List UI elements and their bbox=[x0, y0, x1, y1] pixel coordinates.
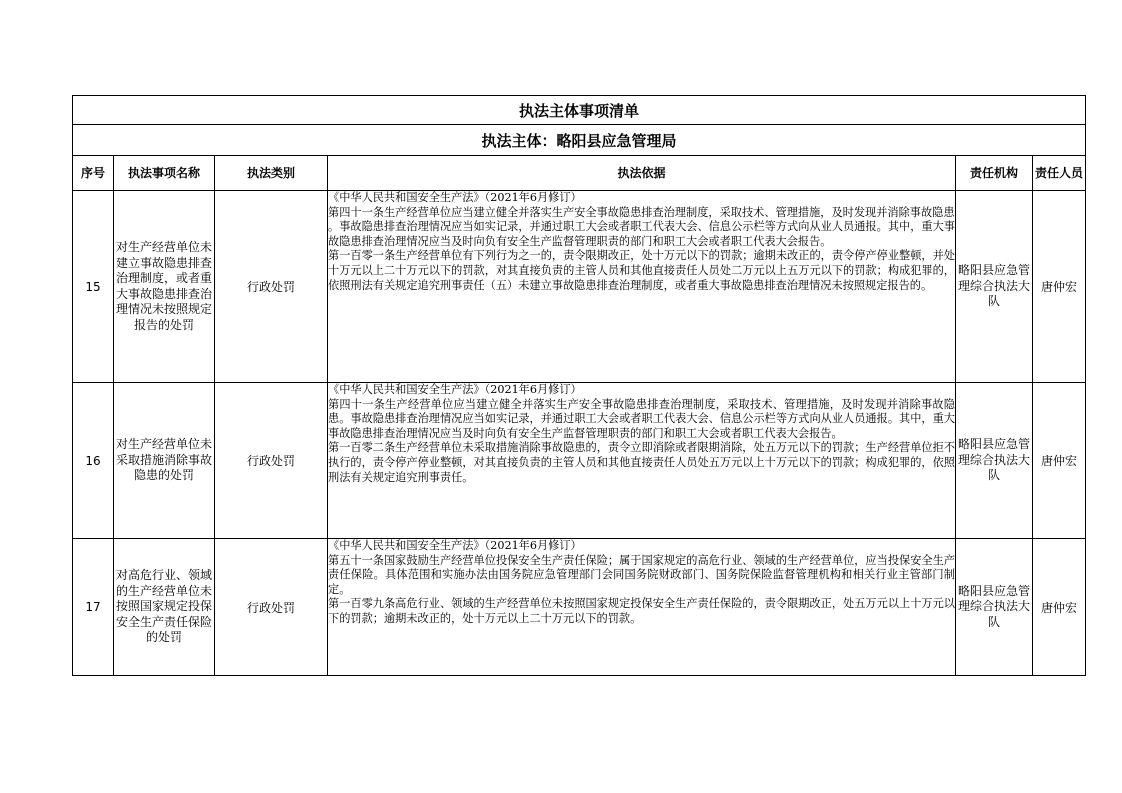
item-list-table bbox=[72, 95, 1086, 676]
basis-paragraph: 第一百零九条高危行业、领域的生产经营单位未按照国家规定投保安全生产责任保险的，责令限期改正，处五万元以上十万元以下的罚款；逾期未改正的，处十万元以上二十万元以下的罚款。 bbox=[328, 597, 955, 625]
basis-law-title: 《中华人民共和国安全生产法》（2021年6月修订） bbox=[328, 191, 582, 204]
header-type: 执法类别 bbox=[215, 156, 328, 191]
title-row bbox=[73, 96, 1086, 125]
item-type: 行政处罚 bbox=[215, 383, 328, 539]
basis-paragraph: 第一百零一条生产经营单位有下列行为之一的，责令限期改正，处十万元以下的罚款；逾期未改正的，责令停产停业整顿，并处十万元以上二十万元以下的罚款，对其直接负责的主管人员和其他直接责任人员处二万元以上五万元以下的罚款；构成犯罪的，依照刑法有关规定追究刑事责任（五）未建立事故隐患排查治理制度，或者重大事故隐患排查治理情况未按照规定报告的。 bbox=[328, 249, 955, 292]
responsible-person: 唐仲宏 bbox=[1033, 539, 1086, 676]
item-name: 对生产经营单位未建立事故隐患排查治理制度，或者重大事故隐患排查治理情况未按照规定报告的处罚 bbox=[114, 191, 215, 383]
header-org: 责任机构 bbox=[956, 156, 1033, 191]
legal-basis bbox=[328, 539, 956, 676]
basis-law-title: 《中华人民共和国安全生产法》（2021年6月修订） bbox=[328, 383, 582, 396]
header-basis: 执法依据 bbox=[328, 156, 956, 191]
table-row bbox=[73, 191, 1086, 383]
responsible-org: 略阳县应急管理综合执法大队 bbox=[956, 539, 1033, 676]
item-name: 对高危行业、领域的生产经营单位未按照国家规定投保安全生产责任保险的处罚 bbox=[114, 539, 215, 676]
item-type: 行政处罚 bbox=[215, 539, 328, 676]
responsible-org: 略阳县应急管理综合执法大队 bbox=[956, 191, 1033, 383]
row-number: 17 bbox=[73, 539, 114, 676]
header-no: 序号 bbox=[73, 156, 114, 191]
header-name: 执法事项名称 bbox=[114, 156, 215, 191]
header-person: 责任人员 bbox=[1033, 156, 1086, 191]
legal-basis bbox=[328, 191, 956, 383]
table-row bbox=[73, 383, 1086, 539]
basis-paragraph: 第四十一条生产经营单位应当建立健全并落实生产安全事故隐患排查治理制度，采取技术、管理措施，及时发现并消除事故隐患 bbox=[328, 205, 955, 219]
row-number: 15 bbox=[73, 191, 114, 383]
item-name: 对生产经营单位未采取措施消除事故隐患的处罚 bbox=[114, 383, 215, 539]
header-row bbox=[73, 156, 1086, 191]
basis-paragraph: 第四十一条生产经营单位应当建立健全并落实生产安全事故隐患排查治理制度，采取技术、管理措施，及时发现并消除事故隐患。事故隐患排查治理情况应当如实记录，并通过职工大会或者职工代表大会、信息公示栏等方式向从业人员通报。其中，重大事故隐患排查治理情况应当及时向负有安全生产监督管理职责的部门和职工大会或者职工代表大会报告。 bbox=[328, 397, 955, 440]
basis-paragraph: 第五十一条国家鼓励生产经营单位投保安全生产责任保险；属于国家规定的高危行业、领域的生产经营单位，应当投保安全生产责任保险。具体范围和实施办法由国务院应急管理部门会同国务院财政部门、国务院保险监督管理机构和相关行业主管部门制定。 bbox=[328, 553, 955, 596]
item-type: 行政处罚 bbox=[215, 191, 328, 383]
responsible-org: 略阳县应急管理综合执法大队 bbox=[956, 383, 1033, 539]
page-title: 执法主体事项清单 bbox=[73, 96, 1086, 125]
page-subtitle: 执法主体：略阳县应急管理局 bbox=[73, 125, 1086, 156]
row-number: 16 bbox=[73, 383, 114, 539]
basis-paragraph: 。事故隐患排查治理情况应当如实记录，并通过职工大会或者职工代表大会、信息公示栏等方式向从业人员通报。其中，重大事故隐患排查治理情况应当及时向负有安全生产监督管理职责的部门和职工大会或者职工代表大会报告。 bbox=[328, 220, 955, 248]
basis-paragraph: 第一百零二条生产经营单位未采取措施消除事故隐患的，责令立即消除或者限期消除，处五万元以下的罚款；生产经营单位拒不执行的，责令停产停业整顿，对其直接负责的主管人员和其他直接责任人员处五万元以上十万元以下的罚款；构成犯罪的，依照刑法有关规定追究刑事责任。 bbox=[328, 441, 955, 484]
legal-basis bbox=[328, 383, 956, 539]
basis-law-title: 《中华人民共和国安全生产法》（2021年6月修订） bbox=[328, 539, 582, 552]
responsible-person: 唐仲宏 bbox=[1033, 383, 1086, 539]
subtitle-row bbox=[73, 125, 1086, 156]
responsible-person: 唐仲宏 bbox=[1033, 191, 1086, 383]
table-row bbox=[73, 539, 1086, 676]
